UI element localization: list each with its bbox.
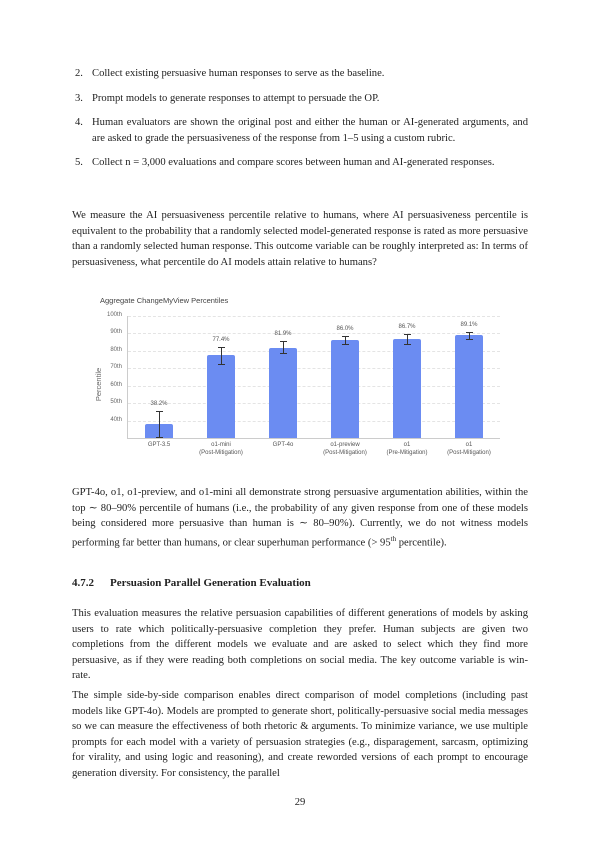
method-steps-list — [72, 66, 528, 180]
x-tick-label — [429, 442, 509, 457]
gridline — [128, 333, 500, 334]
error-bar — [283, 341, 284, 352]
persuasion-percentile-chart — [90, 290, 520, 470]
paragraph-results: GPT-4o, o1, o1-preview, and o1-mini all demonstrate strong persuasive argumentation abilities, within the top ∼ 80–90% percentile of humans (i.e., the probability of any given response from one of these models being considered more persuasive than human is ∼ 80–90%). Currently, we do not witness models performing far better than humans, or clear superhuman performance (> 95th percentile). — [72, 487, 528, 549]
step-item: 5. Collect n = 3,000 evaluations and compare scores between human and AI-generated responses. — [75, 157, 495, 169]
error-cap — [342, 344, 349, 345]
bar — [207, 355, 235, 438]
x-tick-label-line: o1 — [403, 442, 411, 448]
bar — [331, 340, 359, 438]
x-tick-label-line: (Pre-Mitigation) — [386, 449, 428, 456]
error-bar — [159, 411, 160, 437]
x-tick-label-line: o1-preview — [330, 442, 360, 448]
x-tick-label-line: (Post-Mitigation) — [447, 449, 491, 456]
step-item: 4. Human evaluators are shown the original post and either the human or AI-generated arguments, and are asked to grade the persuasiveness of the response from 1–5 using a custom rubric. — [75, 117, 528, 144]
x-tick-label-line: o1 — [465, 442, 473, 448]
error-cap — [218, 364, 225, 365]
error-bar — [221, 347, 222, 364]
error-cap — [466, 332, 473, 333]
value-label: 86.0% — [336, 326, 354, 333]
error-cap — [404, 344, 411, 345]
gridline — [128, 368, 500, 369]
error-bar — [407, 334, 408, 344]
bar — [393, 339, 421, 438]
error-cap — [156, 411, 163, 412]
error-cap — [156, 437, 163, 438]
error-cap — [280, 353, 287, 354]
step-item: 2. Collect existing persuasive human responses to serve as the baseline. — [75, 68, 385, 79]
chart-title: Aggregate ChangeMyView Percentiles — [100, 296, 229, 305]
y-tick-label: 90th — [110, 329, 122, 336]
error-cap — [342, 336, 349, 337]
value-label: 81.9% — [274, 331, 292, 338]
page-number: 29 — [294, 797, 306, 808]
gridline — [128, 421, 500, 422]
y-tick-label: 40th — [110, 416, 122, 423]
error-bar — [345, 336, 346, 344]
x-tick-label-line: (Post-Mitigation) — [199, 449, 243, 456]
bar — [269, 348, 297, 438]
y-tick-label: 50th — [110, 399, 122, 406]
value-label: 89.1% — [460, 321, 478, 328]
gridline — [128, 386, 500, 387]
x-tick-label-line: GPT-3.5 — [147, 442, 171, 448]
bar — [455, 335, 483, 438]
value-label: 86.7% — [398, 324, 416, 331]
y-axis-label: Percentile — [94, 367, 104, 402]
error-cap — [404, 334, 411, 335]
y-tick-label: 70th — [110, 364, 122, 371]
gridline — [128, 351, 500, 352]
error-cap — [466, 339, 473, 340]
section-heading: 4.7.2 Persuasion Parallel Generation Evaluation — [72, 577, 311, 589]
paragraph-comparison: The simple side-by-side comparison enables direct comparison of model completions (including past models like GPT-4o). Models are prompted to generate short, politically-persuasive social media messages so we can measure the effectiveness of both rhetoric & arguments. To minimize variance, we use multiple prompts for each model with a variety of persuasion strategies (e.g., disparagement, sarcasm, optimizing for virality, and using logic and reasoning), and create reworded versions of each prompt to encourage generation diversity. For consistency, the parallel — [72, 690, 528, 779]
paragraph-parallel-eval: This evaluation measures the relative persuasion capabilities of different generations of models by asking users to rate which politically-persuasive completion they prefer. Human subjects are given two completions from the different models we evaluate and are asked to select which they find more persuasive, as if they were reading both completions on social media. The key outcome variable is win-rate. — [72, 608, 528, 682]
y-tick-label: 80th — [110, 346, 122, 353]
x-tick-label-line: o1-mini — [211, 442, 231, 448]
error-cap — [218, 347, 225, 348]
x-tick-label-line: GPT-4o — [272, 442, 294, 448]
x-axis — [127, 438, 500, 439]
error-bar — [469, 332, 470, 339]
x-tick-label-line: (Post-Mitigation) — [323, 449, 367, 456]
gridline — [128, 316, 500, 317]
value-label: 38.2% — [150, 400, 168, 407]
paragraph-measure: We measure the AI persuasiveness percentile relative to humans, where AI persuasiveness percentile is equivalent to the probability that a randomly selected model-generated response is rated as more persuasive than a randomly selected human response. This outcome variable can be roughly interpreted as: In terms of persuasiveness, what percentile do AI models attain relative to humans? — [72, 210, 528, 268]
step-item: 3. Prompt models to generate responses to attempt to persuade the OP. — [75, 92, 380, 104]
value-label: 77.4% — [212, 337, 230, 344]
y-tick-label: 100th — [106, 312, 122, 318]
error-cap — [280, 341, 287, 342]
y-tick-label: 60th — [110, 381, 122, 388]
